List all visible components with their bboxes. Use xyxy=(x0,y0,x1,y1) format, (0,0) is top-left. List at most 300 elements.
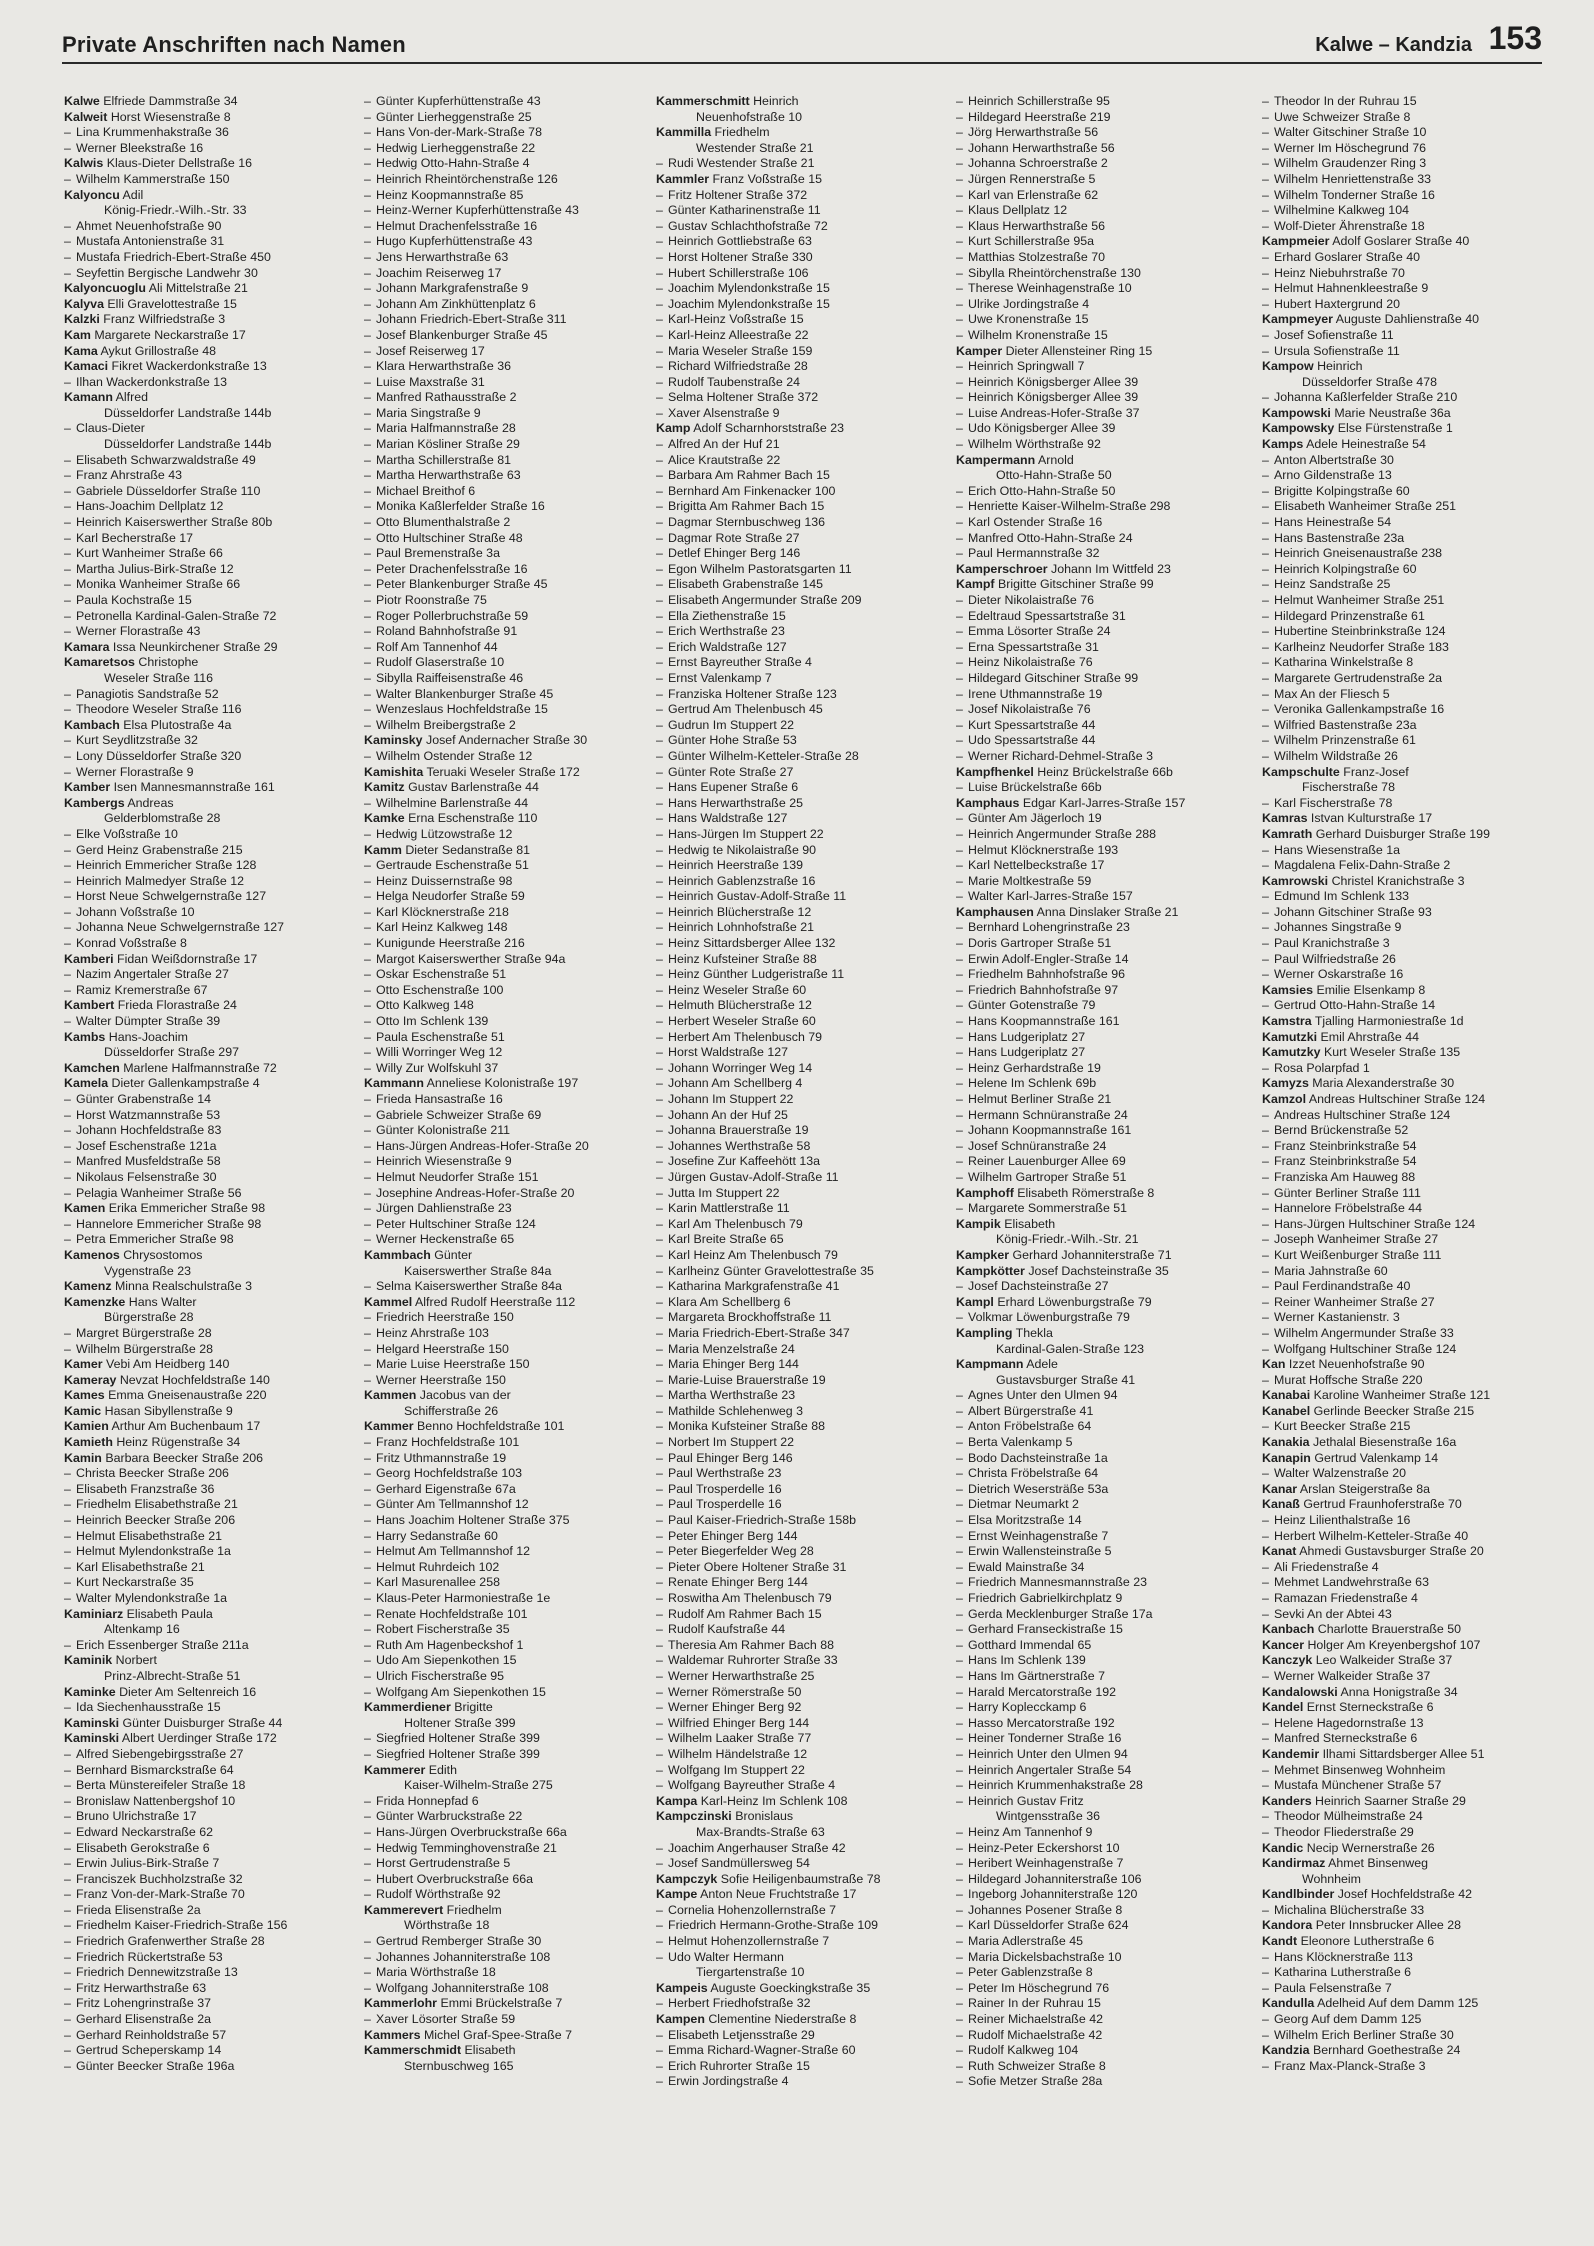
directory-entry xyxy=(64,312,354,328)
entry-text: Norbert Im Stuppert 22 xyxy=(668,1435,795,1450)
directory-entry xyxy=(64,624,354,640)
entry-text: Johanna Schroerstraße 2 xyxy=(968,156,1108,171)
entry-text: Johannes Singstraße 9 xyxy=(1274,920,1402,935)
directory-entry xyxy=(64,655,354,671)
directory-entry xyxy=(364,702,654,718)
repeat-dash: – xyxy=(1262,1185,1269,1200)
repeat-dash: – xyxy=(1262,125,1269,140)
directory-entry xyxy=(364,94,654,110)
directory-entry xyxy=(364,920,654,936)
entry-text: Fritz Herwarthstraße 63 xyxy=(76,1980,207,1995)
repeat-dash: – xyxy=(956,936,963,951)
entry-text: Hans Ludgeriplatz 27 xyxy=(968,1029,1086,1044)
repeat-dash: – xyxy=(364,374,371,389)
directory-entry xyxy=(1262,796,1552,812)
entry-text: Gertrud Fraunhoferstraße 70 xyxy=(1303,1497,1462,1512)
repeat-dash: – xyxy=(64,608,71,623)
directory-entry xyxy=(364,1186,654,1202)
repeat-dash: – xyxy=(956,483,963,498)
directory-entry xyxy=(656,1357,946,1373)
repeat-dash: – xyxy=(64,1528,71,1543)
directory-entry xyxy=(956,1201,1246,1217)
entry-text: Dagmar Rote Straße 27 xyxy=(668,530,800,545)
entry-text: Wilhelm Händelstraße 12 xyxy=(668,1746,808,1761)
directory-entry xyxy=(956,1466,1246,1482)
surname: Kandt xyxy=(1262,1934,1298,1949)
repeat-dash: – xyxy=(64,873,71,888)
entry-text: Katharina Lutherstraße 6 xyxy=(1274,1965,1412,1980)
repeat-dash: – xyxy=(656,1232,663,1247)
repeat-dash: – xyxy=(656,1934,663,1949)
entry-text: Wilfried Bastenstraße 23a xyxy=(1274,717,1417,732)
directory-entry xyxy=(656,1201,946,1217)
repeat-dash: – xyxy=(1262,1949,1269,1964)
entry-text: Heinz Kufsteiner Straße 88 xyxy=(668,951,817,966)
repeat-dash: – xyxy=(656,1450,663,1465)
directory-entry xyxy=(64,546,354,562)
entry-text: Günter xyxy=(434,1247,473,1262)
directory-entry xyxy=(656,1279,946,1295)
entry-text: Fritz Holtener Straße 372 xyxy=(668,187,808,202)
directory-entry xyxy=(1262,1154,1552,1170)
directory-entry xyxy=(364,1466,654,1482)
entry-text: Heinrich Unter den Ulmen 94 xyxy=(968,1746,1128,1761)
directory-entry xyxy=(364,749,654,765)
entry-text: Gertrud Valenkamp 14 xyxy=(1314,1450,1439,1465)
directory-entry xyxy=(656,1607,946,1623)
entry-text: Hubertine Steinbrinkstraße 124 xyxy=(1274,624,1446,639)
repeat-dash: – xyxy=(656,920,663,935)
directory-entry xyxy=(364,655,654,671)
directory-entry xyxy=(956,733,1246,749)
directory-entry xyxy=(64,297,354,313)
directory-entry xyxy=(364,1809,654,1825)
directory-entry xyxy=(956,1482,1246,1498)
repeat-dash: – xyxy=(364,577,371,592)
entry-text: Petronella Kardinal-Galen-Straße 72 xyxy=(76,608,277,623)
directory-entry xyxy=(364,1045,654,1061)
entry-text: Rudolf Wörthstraße 92 xyxy=(376,1887,501,1902)
surname: Kamela xyxy=(64,1076,109,1091)
directory-entry xyxy=(656,920,946,936)
repeat-dash: – xyxy=(956,171,963,186)
directory-entry xyxy=(364,1622,654,1638)
entry-text: Herbert Weseler Straße 60 xyxy=(668,1014,816,1029)
surname: Kalyva xyxy=(64,296,104,311)
surname: Kalyoncu xyxy=(64,187,120,202)
directory-entry xyxy=(656,858,946,874)
repeat-dash: – xyxy=(1262,468,1269,483)
entry-text: Johann Markgrafenstraße 9 xyxy=(376,281,529,296)
repeat-dash: – xyxy=(656,982,663,997)
directory-entry xyxy=(64,1685,354,1701)
entry-text: Horst Waldstraße 127 xyxy=(668,1045,789,1060)
directory-entry xyxy=(1262,577,1552,593)
entry-text: Heinz-Peter Eckershorst 10 xyxy=(968,1840,1120,1855)
directory-entry xyxy=(956,1030,1246,1046)
entry-text: Jethalal Biesenstraße 16a xyxy=(1312,1435,1457,1450)
directory-entry xyxy=(656,843,946,859)
directory-entry xyxy=(956,796,1246,812)
repeat-dash: – xyxy=(364,1154,371,1169)
entry-text: Heinz Am Tannenhof 9 xyxy=(968,1824,1093,1839)
directory-entry xyxy=(1262,546,1552,562)
directory-entry xyxy=(64,359,354,375)
entry-text: Josef Hochfeldstraße 42 xyxy=(1337,1887,1473,1902)
directory-entry xyxy=(364,1482,654,1498)
entry-text: Hedwig Otto-Hahn-Straße 4 xyxy=(376,156,530,171)
surname: Kalwe xyxy=(64,94,100,108)
directory-entry xyxy=(364,1061,654,1077)
entry-text: Paul Kranichstraße 3 xyxy=(1274,936,1390,951)
repeat-dash: – xyxy=(64,1575,71,1590)
directory-entry xyxy=(656,983,946,999)
repeat-dash: – xyxy=(364,1684,371,1699)
directory-entry xyxy=(656,219,946,235)
directory-entry xyxy=(956,577,1246,593)
surname: Kanczyk xyxy=(1262,1653,1313,1668)
directory-entry xyxy=(364,905,654,921)
repeat-dash: – xyxy=(364,1092,371,1106)
repeat-dash: – xyxy=(364,234,371,249)
entry-text: Elisabeth Römerstraße 8 xyxy=(1017,1185,1155,1200)
entry-text: Werner Im Höschegrund 76 xyxy=(1274,140,1426,155)
entry-text: Erika Emmericher Straße 98 xyxy=(108,1201,266,1216)
entry-text: Gudrun Im Stuppert 22 xyxy=(668,717,795,732)
directory-entry xyxy=(364,375,654,391)
directory-entry xyxy=(1262,1669,1552,1685)
entry-text: Manfred Rathausstraße 2 xyxy=(376,390,517,405)
directory-entry xyxy=(956,1934,1246,1950)
entry-text: Franz Max-Planck-Straße 3 xyxy=(1274,2058,1426,2073)
directory-entry xyxy=(1262,1887,1552,1903)
entry-text: Kaiser-Wilhelm-Straße 275 xyxy=(404,1778,553,1793)
entry-text: Theodor In der Ruhrau 15 xyxy=(1274,94,1417,108)
repeat-dash: – xyxy=(64,624,71,639)
directory-entry xyxy=(364,843,654,859)
directory-entry xyxy=(1262,110,1552,126)
entry-text: Heinz Brückelstraße 66b xyxy=(1037,764,1173,779)
entry-text: Hannelore Fröbelstraße 44 xyxy=(1274,1201,1423,1216)
repeat-dash: – xyxy=(1262,1060,1269,1075)
directory-entry xyxy=(364,1872,654,1888)
entry-text: Michalina Blücherstraße 33 xyxy=(1274,1902,1425,1917)
entry-text: Gerhard Franseckistraße 15 xyxy=(968,1622,1123,1637)
entry-text: Harry Koplecckamp 6 xyxy=(968,1700,1087,1715)
surname: Kames xyxy=(64,1388,105,1403)
repeat-dash: – xyxy=(656,1357,663,1372)
repeat-dash: – xyxy=(956,1528,963,1543)
directory-entry xyxy=(656,1653,946,1669)
entry-text: Fikret Wackerdonkstraße 13 xyxy=(111,359,267,374)
entry-text: Elisabeth Angermunder Straße 209 xyxy=(668,593,862,607)
directory-entry xyxy=(1262,1996,1552,2012)
entry-text: Ali Mittelstraße 21 xyxy=(148,281,248,296)
surname: Kanapin xyxy=(1262,1450,1311,1465)
entry-text: Frieda Elisenstraße 2a xyxy=(76,1902,201,1917)
directory-entry xyxy=(64,1841,354,1857)
entry-text: Horst Wiesenstraße 8 xyxy=(110,109,231,124)
repeat-dash: – xyxy=(64,125,71,140)
entry-text: Helmuth Blücherstraße 12 xyxy=(668,998,812,1013)
repeat-dash: – xyxy=(956,1840,963,1855)
repeat-dash: – xyxy=(64,982,71,997)
surname: Kandora xyxy=(1262,1918,1313,1933)
entry-text: Kurt Schillerstraße 95a xyxy=(968,234,1095,249)
directory-entry xyxy=(656,344,946,360)
repeat-dash: – xyxy=(956,1622,963,1637)
repeat-dash: – xyxy=(364,1201,371,1216)
entry-text: Prinz-Albrecht-Straße 51 xyxy=(104,1668,241,1683)
repeat-dash: – xyxy=(656,717,663,732)
surname: Kameray xyxy=(64,1372,117,1387)
entry-text: Erna Eschenstraße 110 xyxy=(408,811,538,826)
repeat-dash: – xyxy=(364,1232,371,1247)
directory-entry xyxy=(956,1607,1246,1623)
repeat-dash: – xyxy=(64,1902,71,1917)
surname: Kam xyxy=(64,327,91,342)
entry-text: Albert Bürgerstraße 41 xyxy=(968,1403,1094,1418)
directory-entry xyxy=(1262,967,1552,983)
repeat-dash: – xyxy=(1262,639,1269,654)
directory-entry xyxy=(956,2074,1246,2090)
repeat-dash: – xyxy=(956,733,963,748)
repeat-dash: – xyxy=(656,904,663,919)
repeat-dash: – xyxy=(364,1606,371,1621)
directory-entry xyxy=(364,1731,654,1747)
directory-entry xyxy=(364,1092,654,1108)
directory-entry xyxy=(656,421,946,437)
directory-entry xyxy=(364,1342,654,1358)
repeat-dash: – xyxy=(656,1372,663,1387)
surname: Kammann xyxy=(364,1076,424,1091)
entry-text: Rudolf Glaserstraße 10 xyxy=(376,655,505,670)
repeat-dash: – xyxy=(364,156,371,171)
repeat-dash: – xyxy=(956,858,963,873)
directory-entry xyxy=(364,1981,654,1997)
directory-entry xyxy=(64,1638,354,1654)
repeat-dash: – xyxy=(364,1341,371,1356)
repeat-dash: – xyxy=(956,405,963,420)
entry-text: Ulrike Jordingstraße 4 xyxy=(968,296,1090,311)
entry-text: Jens Herwarthstraße 63 xyxy=(376,249,509,264)
directory-entry xyxy=(64,640,354,656)
directory-entry xyxy=(1262,1747,1552,1763)
entry-text: Wörthstraße 18 xyxy=(404,1918,490,1933)
directory-entry xyxy=(956,2043,1246,2059)
repeat-dash: – xyxy=(656,1918,663,1933)
directory-entry xyxy=(956,1529,1246,1545)
directory-entry xyxy=(364,141,654,157)
entry-text: Gerhard Duisburger Straße 199 xyxy=(1315,826,1490,841)
repeat-dash: – xyxy=(364,889,371,904)
directory-entry xyxy=(656,1373,946,1389)
directory-entry xyxy=(656,437,946,453)
entry-text: Nazim Angertaler Straße 27 xyxy=(76,967,229,982)
entry-text: Günter Kolonistraße 211 xyxy=(376,1123,511,1138)
repeat-dash: – xyxy=(956,1497,963,1512)
entry-text: Maria Weseler Straße 159 xyxy=(668,343,813,358)
repeat-dash: – xyxy=(656,577,663,592)
repeat-dash: – xyxy=(656,187,663,202)
entry-text: Heinrich xyxy=(1317,359,1363,374)
directory-entry xyxy=(956,843,1246,859)
surname: Kandulla xyxy=(1262,1996,1315,2011)
repeat-dash: – xyxy=(64,1887,71,1902)
repeat-dash: – xyxy=(956,187,963,202)
entry-text: Sofie Metzer Straße 28a xyxy=(968,2074,1103,2089)
repeat-dash: – xyxy=(364,125,371,140)
entry-text: Monika Kufsteiner Straße 88 xyxy=(668,1419,826,1434)
repeat-dash: – xyxy=(364,702,371,717)
repeat-dash: – xyxy=(1262,483,1269,498)
repeat-dash: – xyxy=(364,1746,371,1761)
entry-text: Theresia Am Rahmer Bach 88 xyxy=(668,1637,834,1652)
entry-text: Manfred Otto-Hahn-Straße 24 xyxy=(968,530,1133,545)
directory-entry xyxy=(364,390,654,406)
entry-text: Claus-Dieter xyxy=(76,421,145,436)
entry-text: Josephine Andreas-Hofer-Straße 20 xyxy=(376,1185,575,1200)
directory-entry xyxy=(64,1996,354,2012)
repeat-dash: – xyxy=(656,1138,663,1153)
repeat-dash: – xyxy=(1262,249,1269,264)
surname: Kampkötter xyxy=(956,1263,1025,1278)
repeat-dash: – xyxy=(364,1653,371,1668)
entry-text: Johann Koopmannstraße 161 xyxy=(968,1123,1132,1138)
repeat-dash: – xyxy=(656,390,663,405)
entry-text: Cornelia Hohenzollernstraße 7 xyxy=(668,1902,837,1917)
repeat-dash: – xyxy=(1262,327,1269,342)
directory-entry xyxy=(956,2028,1246,2044)
directory-entry xyxy=(656,1591,946,1607)
entry-text: Werner Walkeider Straße 37 xyxy=(1274,1668,1431,1683)
entry-text: Leo Walkeider Straße 37 xyxy=(1315,1653,1453,1668)
repeat-dash: – xyxy=(1262,1731,1269,1746)
directory-entry xyxy=(656,297,946,313)
entry-text: Johann Am Schellberg 4 xyxy=(668,1076,803,1091)
directory-entry xyxy=(1262,2059,1552,2075)
repeat-dash: – xyxy=(956,967,963,982)
directory-entry xyxy=(64,1373,354,1389)
surname: Kandalowski xyxy=(1262,1684,1338,1699)
repeat-dash: – xyxy=(956,1419,963,1434)
repeat-dash: – xyxy=(364,1934,371,1949)
entry-text: Horst Watzmannstraße 53 xyxy=(76,1107,221,1122)
directory-entry xyxy=(956,297,1246,313)
entry-text: Emma Gneisenaustraße 220 xyxy=(108,1388,267,1403)
directory-entry xyxy=(656,1451,946,1467)
entry-text: Erwin Wallensteinstraße 5 xyxy=(968,1544,1112,1559)
entry-text: Hans Im Schlenk 139 xyxy=(968,1653,1086,1668)
entry-text: Wilfried Ehinger Berg 144 xyxy=(668,1715,810,1730)
surname: Kamic xyxy=(64,1403,102,1418)
repeat-dash: – xyxy=(656,2043,663,2058)
repeat-dash: – xyxy=(1262,1809,1269,1824)
repeat-dash: – xyxy=(956,1513,963,1528)
directory-entry xyxy=(364,1279,654,1295)
directory-entry xyxy=(656,390,946,406)
repeat-dash: – xyxy=(956,1169,963,1184)
directory-entry xyxy=(956,1186,1246,1202)
directory-entry xyxy=(1262,983,1552,999)
repeat-dash: – xyxy=(364,515,371,530)
repeat-dash: – xyxy=(64,826,71,841)
entry-text: Günter Wilhelm-Ketteler-Straße 28 xyxy=(668,748,859,763)
entry-text: Marie Luise Heerstraße 150 xyxy=(376,1357,530,1372)
directory-entry xyxy=(1262,1373,1552,1389)
repeat-dash: – xyxy=(64,483,71,498)
directory-entry xyxy=(1262,811,1552,827)
repeat-dash: – xyxy=(364,530,371,545)
entry-text: Otto Im Schlenk 139 xyxy=(376,1014,489,1029)
repeat-dash: – xyxy=(1262,2012,1269,2027)
surname: Kamenos xyxy=(64,1247,120,1262)
repeat-dash: – xyxy=(1262,1466,1269,1481)
section-title: Private Anschriften nach Namen xyxy=(62,32,406,57)
directory-entry xyxy=(364,234,654,250)
repeat-dash: – xyxy=(364,2012,371,2027)
entry-text: Helmut Wanheimer Straße 251 xyxy=(1274,593,1445,607)
surname: Kamara xyxy=(64,639,110,654)
repeat-dash: – xyxy=(956,1029,963,1044)
directory-entry xyxy=(64,1435,354,1451)
directory-entry xyxy=(956,1232,1246,1248)
entry-text: Maria Dickelsbachstraße 10 xyxy=(968,1949,1122,1964)
entry-text: Joachim Mylendonkstraße 15 xyxy=(668,281,830,296)
entry-text: Helmut Neudorfer Straße 151 xyxy=(376,1169,539,1184)
entry-text: Wolfgang Hultschiner Straße 124 xyxy=(1274,1341,1457,1356)
repeat-dash: – xyxy=(656,967,663,982)
entry-text: Elke Voßstraße 10 xyxy=(76,826,178,841)
entry-text: Heinrich Beecker Straße 206 xyxy=(76,1513,236,1528)
repeat-dash: – xyxy=(64,1169,71,1184)
repeat-dash: – xyxy=(364,1029,371,1044)
directory-entry xyxy=(956,952,1246,968)
repeat-dash: – xyxy=(956,811,963,826)
entry-text: Maria Jahnstraße 60 xyxy=(1274,1263,1388,1278)
repeat-dash: – xyxy=(364,1123,371,1138)
entry-text: Walter Gitschiner Straße 10 xyxy=(1274,125,1427,140)
entry-text: Anneliese Kolonistraße 197 xyxy=(426,1076,579,1091)
directory-entry xyxy=(364,1794,654,1810)
entry-text: Clementine Niederstraße 8 xyxy=(708,2012,857,2027)
entry-text: Werner Heerstraße 150 xyxy=(376,1372,506,1387)
directory-entry xyxy=(656,952,946,968)
entry-text: Hedwig Lützowstraße 12 xyxy=(376,826,513,841)
entry-text: Christophe xyxy=(138,655,199,670)
entry-text: Günter Am Jägerloch 19 xyxy=(968,811,1102,826)
directory-entry xyxy=(64,1061,354,1077)
directory-entry xyxy=(656,1981,946,1997)
entry-text: Heinrich Angermunder Straße 288 xyxy=(968,826,1157,841)
repeat-dash: – xyxy=(956,889,963,904)
directory-entry xyxy=(364,266,654,282)
directory-entry xyxy=(364,344,654,360)
entry-text: Franziska Am Hauweg 88 xyxy=(1274,1169,1416,1184)
entry-text: Michael Breithof 6 xyxy=(376,483,476,498)
directory-entry xyxy=(956,359,1246,375)
entry-text: Willi Worringer Weg 12 xyxy=(376,1045,503,1060)
entry-text: Hubert Overbruckstraße 66a xyxy=(376,1871,534,1886)
directory-entry xyxy=(64,702,354,718)
repeat-dash: – xyxy=(1262,1824,1269,1839)
entry-text: Erich Werthstraße 23 xyxy=(668,624,785,639)
entry-text: Margret Bürgerstraße 28 xyxy=(76,1325,212,1340)
directory-entry xyxy=(64,593,354,609)
directory-entry xyxy=(64,94,354,110)
directory-entry xyxy=(364,577,654,593)
entry-text: Werner Florastraße 43 xyxy=(76,624,201,639)
